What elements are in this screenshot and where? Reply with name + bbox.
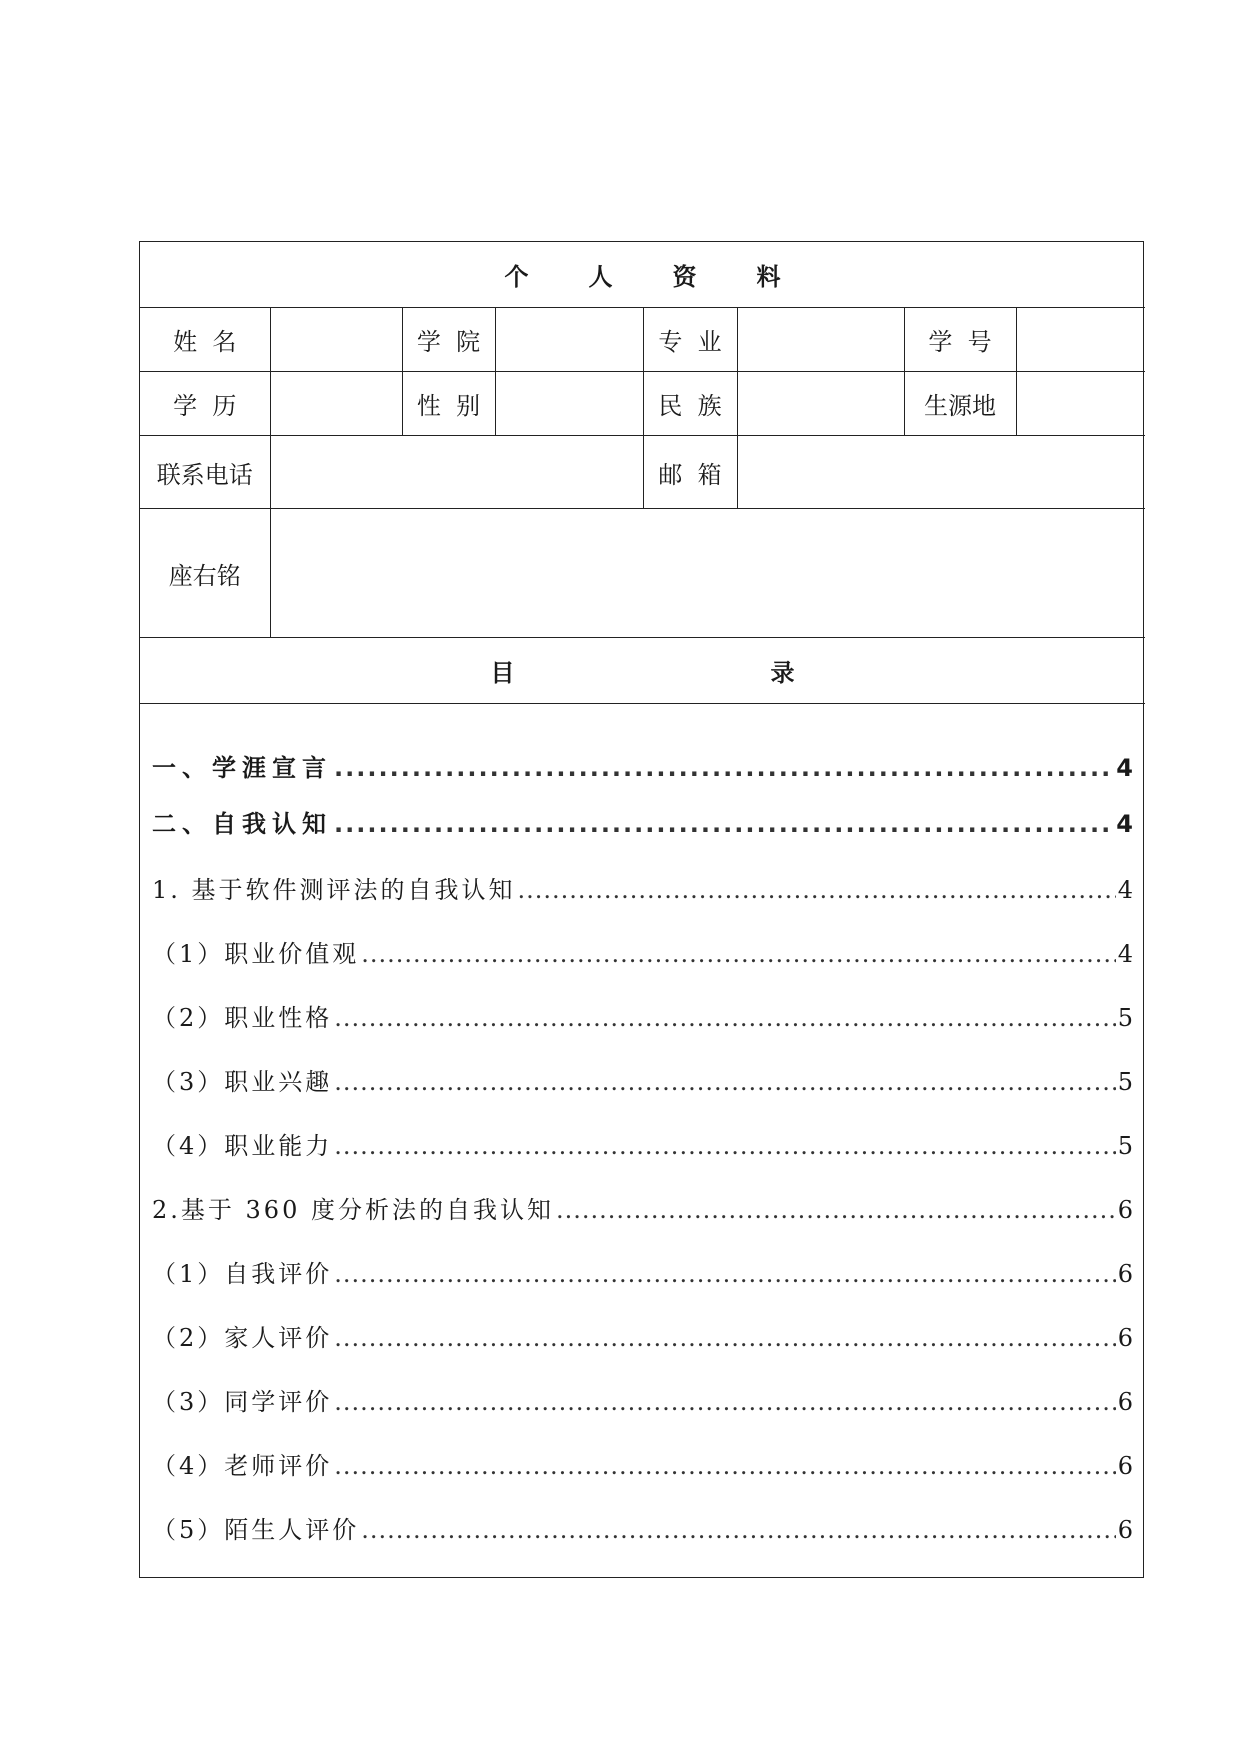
- toc-entry-label: 1. 基于软件测评法的自我认知: [152, 876, 516, 904]
- ethnicity-field[interactable]: [737, 372, 904, 436]
- toc-entry-page: 5: [1117, 1004, 1133, 1032]
- education-label: 学 历: [140, 372, 270, 436]
- profile-table: [140, 242, 1145, 1574]
- toc-leader: [334, 810, 1114, 838]
- profile-title-char: 人: [588, 263, 613, 291]
- toc-entry-label: （1）职业价值观: [152, 940, 360, 968]
- toc-entry[interactable]: [152, 1062, 1133, 1126]
- toc-entry[interactable]: [152, 748, 1133, 804]
- toc-entry-label: （3）职业兴趣: [152, 1068, 333, 1096]
- toc-entry-page: 4: [1117, 876, 1133, 904]
- toc-title: [140, 638, 1145, 704]
- toc-entry-label: （2）职业性格: [152, 1004, 333, 1032]
- toc-entry-label: （3）同学评价: [152, 1388, 333, 1416]
- profile-sheet: [139, 241, 1144, 1578]
- phone-label: 联系电话: [140, 436, 270, 509]
- major-field[interactable]: [737, 308, 904, 372]
- toc-entry[interactable]: [152, 1190, 1133, 1254]
- profile-title: [140, 242, 1145, 308]
- profile-title-char: 料: [756, 263, 781, 291]
- table-of-contents: [140, 704, 1145, 1574]
- toc-entry[interactable]: [152, 804, 1133, 870]
- gender-label: 性 别: [402, 372, 495, 436]
- toc-entry-label: 一、学涯宣言: [152, 754, 332, 782]
- college-label: 学 院: [402, 308, 495, 372]
- toc-leader: [334, 1388, 1115, 1416]
- origin-field[interactable]: [1016, 372, 1145, 436]
- motto-label: 座右铭: [140, 509, 270, 638]
- toc-entry-page: 6: [1117, 1388, 1133, 1416]
- toc-leader: [361, 940, 1115, 968]
- major-label: 专 业: [643, 308, 737, 372]
- toc-entry[interactable]: [152, 1318, 1133, 1382]
- toc-entry[interactable]: [152, 1254, 1133, 1318]
- toc-leader: [334, 754, 1114, 782]
- toc-leader: [334, 1324, 1115, 1352]
- college-field[interactable]: [495, 308, 643, 372]
- student-id-label: 学 号: [904, 308, 1016, 372]
- ethnicity-label: 民 族: [643, 372, 737, 436]
- toc-entry-page: 6: [1117, 1452, 1133, 1480]
- toc-leader: [334, 1452, 1115, 1480]
- toc-leader: [361, 1516, 1115, 1544]
- toc-leader: [334, 1132, 1115, 1160]
- toc-entry-page: 6: [1117, 1324, 1133, 1352]
- toc-title-char: 目: [490, 659, 515, 687]
- phone-field[interactable]: [270, 436, 643, 509]
- education-field[interactable]: [270, 372, 402, 436]
- toc-entry-page: 5: [1117, 1132, 1133, 1160]
- gender-field[interactable]: [495, 372, 643, 436]
- toc-entry[interactable]: [152, 1382, 1133, 1446]
- name-field[interactable]: [270, 308, 402, 372]
- toc-entry-page: 4: [1116, 754, 1133, 782]
- toc-container: [140, 704, 1145, 1575]
- toc-entry-page: 4: [1117, 940, 1133, 968]
- profile-title-char: 资: [672, 263, 697, 291]
- toc-leader: [334, 1260, 1115, 1288]
- toc-entry[interactable]: [152, 934, 1133, 998]
- toc-entry[interactable]: [152, 1126, 1133, 1190]
- toc-entry-label: 2.基于 360 度分析法的自我认知: [152, 1196, 554, 1224]
- toc-leader: [334, 1068, 1115, 1096]
- toc-entry-label: （4）职业能力: [152, 1132, 333, 1160]
- toc-leader: [334, 1004, 1115, 1032]
- name-label: 姓 名: [140, 308, 270, 372]
- toc-entry-page: 6: [1117, 1260, 1133, 1288]
- toc-entry-page: 6: [1117, 1516, 1133, 1544]
- toc-entry-page: 6: [1117, 1196, 1133, 1224]
- toc-entry[interactable]: [152, 998, 1133, 1062]
- toc-title-char: 录: [770, 659, 795, 687]
- toc-leader: [556, 1196, 1116, 1224]
- motto-field[interactable]: [270, 509, 1145, 638]
- toc-entry-page: 5: [1117, 1068, 1133, 1096]
- origin-label: 生源地: [904, 372, 1016, 436]
- profile-title-char: 个: [504, 263, 529, 291]
- toc-entry-label: （2）家人评价: [152, 1324, 333, 1352]
- toc-entry[interactable]: [152, 1446, 1133, 1510]
- toc-entry-page: 4: [1116, 810, 1133, 838]
- email-label: 邮 箱: [643, 436, 737, 509]
- toc-entry[interactable]: [152, 1510, 1133, 1574]
- toc-entry-label: （1）自我评价: [152, 1260, 333, 1288]
- toc-entry-label: （5）陌生人评价: [152, 1516, 360, 1544]
- email-field[interactable]: [737, 436, 1145, 509]
- toc-entry-label: 二、自我认知: [152, 810, 332, 838]
- toc-entry[interactable]: [152, 870, 1133, 934]
- student-id-field[interactable]: [1016, 308, 1145, 372]
- toc-entry-label: （4）老师评价: [152, 1452, 333, 1480]
- toc-leader: [518, 876, 1116, 904]
